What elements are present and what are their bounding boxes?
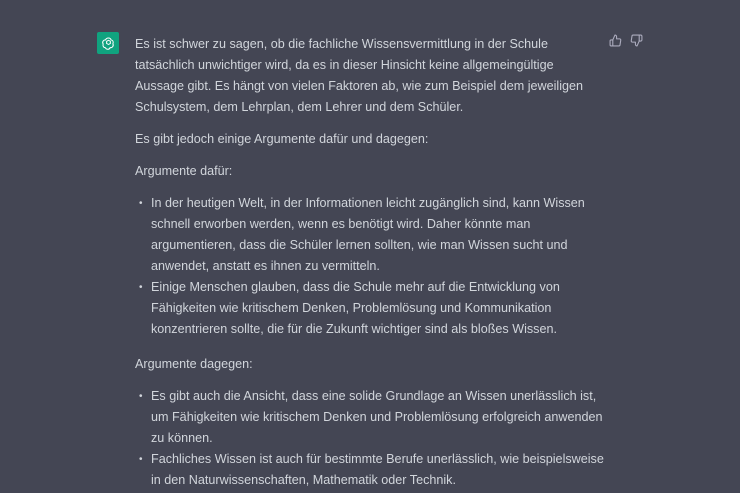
message-transition: Es gibt jedoch einige Argumente dafür und dagegen: [135, 132, 429, 146]
thumbs-down-button[interactable] [629, 33, 643, 47]
contra-heading: Argumente dagegen: [135, 357, 253, 371]
assistant-message [135, 34, 605, 491]
list-item: • Es gibt auch die Ansicht, dass eine solide Grundlage an Wissen unerlässlich ist, um Fähigkeiten wie kritischem Denken und Problemlösung erfolgreich anwenden zu können. [151, 386, 605, 449]
thumbs-up-icon [609, 34, 622, 47]
list-item: • Einige Menschen glauben, dass die Schule mehr auf die Entwicklung von Fähigkeiten wie kritischem Denken, Problemlösung und Kommunikation konzentrieren sollte, die für die Zukunft wichtiger sind als bloßes Wissen. [151, 277, 605, 340]
list-item: • In der heutigen Welt, in der Informationen leicht zugänglich sind, kann Wissen schnell erworben werden, wenn es benötigt wird. Daher könnte man argumentieren, dass die Schüler lernen sollten, wie man Wissen sucht und anwendet, anstatt es ihnen zu vermitteln. [151, 193, 605, 277]
list-item: • Fachliches Wissen ist auch für bestimmte Berufe unerlässlich, wie beispielsweise in den Naturwissenschaften, Mathematik oder Technik. [151, 449, 605, 491]
thumbs-down-icon [630, 34, 643, 47]
message-feedback [608, 33, 643, 47]
assistant-avatar [97, 32, 119, 54]
message-intro: Es ist schwer zu sagen, ob die fachliche Wissensvermittlung in der Schule tatsächlich unwichtiger wird, da es in dieser Hinsicht keine allgemeingültige Aussage gibt. Es hängt von vielen Faktoren ab, wie zum Beispiel dem jeweiligen Schulsystem, dem Lehrplan, dem Lehrer und dem Schüler. [135, 37, 584, 114]
contra-list [135, 386, 605, 491]
thumbs-up-button[interactable] [608, 33, 622, 47]
pro-list [135, 193, 605, 340]
pro-heading: Argumente dafür: [135, 164, 233, 178]
openai-logo-icon [101, 36, 116, 51]
